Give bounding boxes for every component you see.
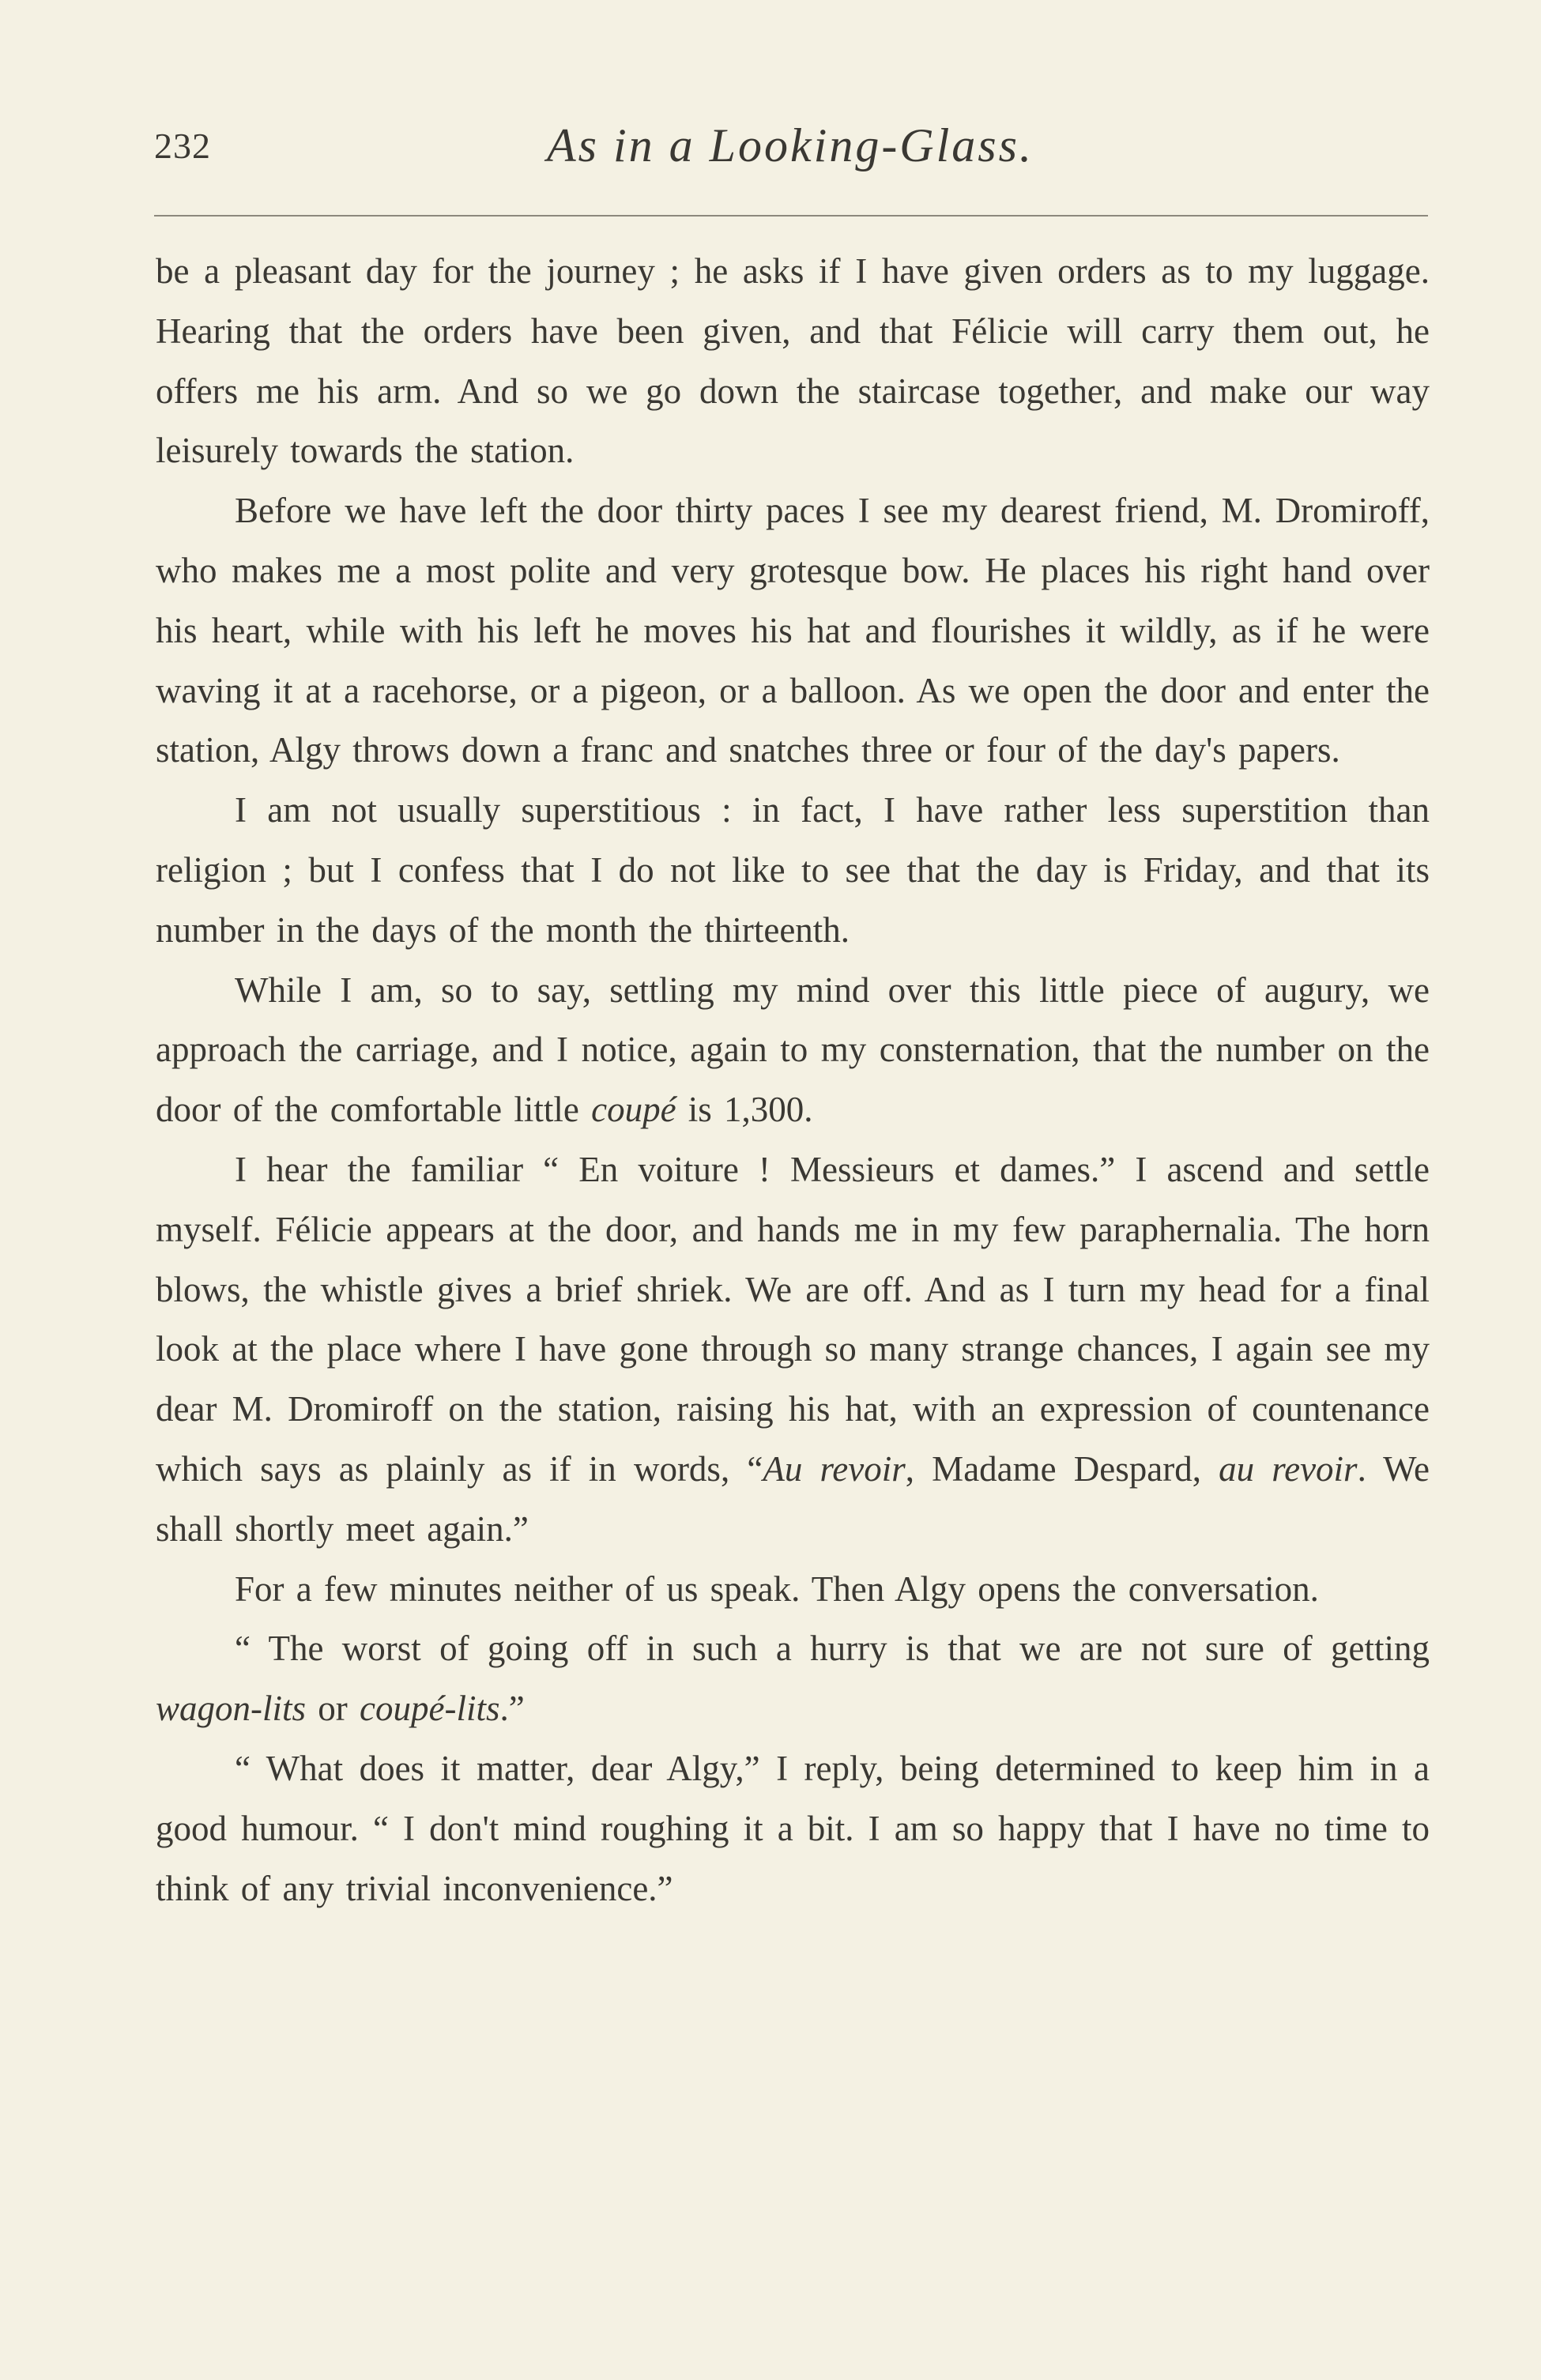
paragraph <box>156 1560 1430 1620</box>
italic-text: wagon-lits <box>156 1689 307 1729</box>
text-run: “ The worst of going off in such a hurry is that we are not sure of getting <box>235 1629 1430 1669</box>
paragraph <box>156 242 1430 481</box>
text-run: , Madame Despard, <box>905 1448 1219 1489</box>
text-run: is 1,300. <box>676 1090 813 1130</box>
text-run: . We shall shortly meet again.” <box>156 1448 1430 1549</box>
paragraph <box>156 781 1430 960</box>
italic-text: Au revoir <box>763 1448 906 1489</box>
italic-text: au revoir <box>1219 1448 1358 1489</box>
page-header <box>154 119 1426 182</box>
paragraph <box>156 481 1430 781</box>
text-run: For a few minutes neither of us speak. Then Algy opens the conversation. <box>235 1568 1319 1609</box>
italic-text: coupé <box>591 1090 676 1130</box>
text-run: Before we have left the door thirty paces I see my dearest friend, M. Dromiroff, who makes me a most polite and very grotesque bow. He places his right hand over his heart, while with his left he moves his hat and flourishes it wildly, as if he were waving it at a racehorse, or a pigeon, or a balloon. As we open the door and enter the station, Algy throws down a franc and snatches three or four of the day's papers. <box>156 491 1430 770</box>
paragraph <box>156 961 1430 1140</box>
header-rule <box>154 215 1428 217</box>
text-run: I am not usually superstitious : in fact, I have rather less superstition than religion ; but I confess that I do not like to see that the day is Friday, and that its number in the days of the month the thirteenth. <box>156 790 1430 950</box>
text-run: “ What does it matter, dear Algy,” I reply, being determined to keep him in a good humour. “ I don't mind roughing it a bit. I am so happy that I have no time to think of any trivial inconvenience.” <box>156 1748 1430 1908</box>
text-run: be a pleasant day for the journey ; he asks if I have given orders as to my luggage. Hearing that the orders have been given, and that Félicie will carry them out, he offers me his arm. And so we go down the staircase together, and make our way leisurely towards the station. <box>156 251 1430 471</box>
running-title: As in a Looking-Glass. <box>546 119 1034 171</box>
paragraph <box>156 1739 1430 1919</box>
text-run: I hear the familiar “ En voiture ! Messieurs et dames.” I ascend and settle myself. Félicie appears at the door, and hands me in my few paraphernalia. The horn blows, the whistle gives a brief shriek. We are off. And as I turn my head for a final look at the place where I have gone through so many strange chances, I again see my dear M. Dromiroff on the station, raising his hat, with an expression of countenance which says as plainly as if in words, “ <box>156 1149 1430 1489</box>
body-text <box>156 242 1430 1919</box>
text-run: While I am, so to say, settling my mind over this little piece of augury, we approach the carriage, and I notice, again to my consternation, that the number on the door of the comfortable little <box>156 970 1430 1130</box>
page-number: 232 <box>154 126 211 166</box>
text-run: or <box>306 1689 360 1729</box>
text-run: .” <box>499 1689 525 1729</box>
italic-text: coupé-lits <box>360 1689 500 1729</box>
paragraph <box>156 1140 1430 1560</box>
paragraph <box>156 1619 1430 1739</box>
